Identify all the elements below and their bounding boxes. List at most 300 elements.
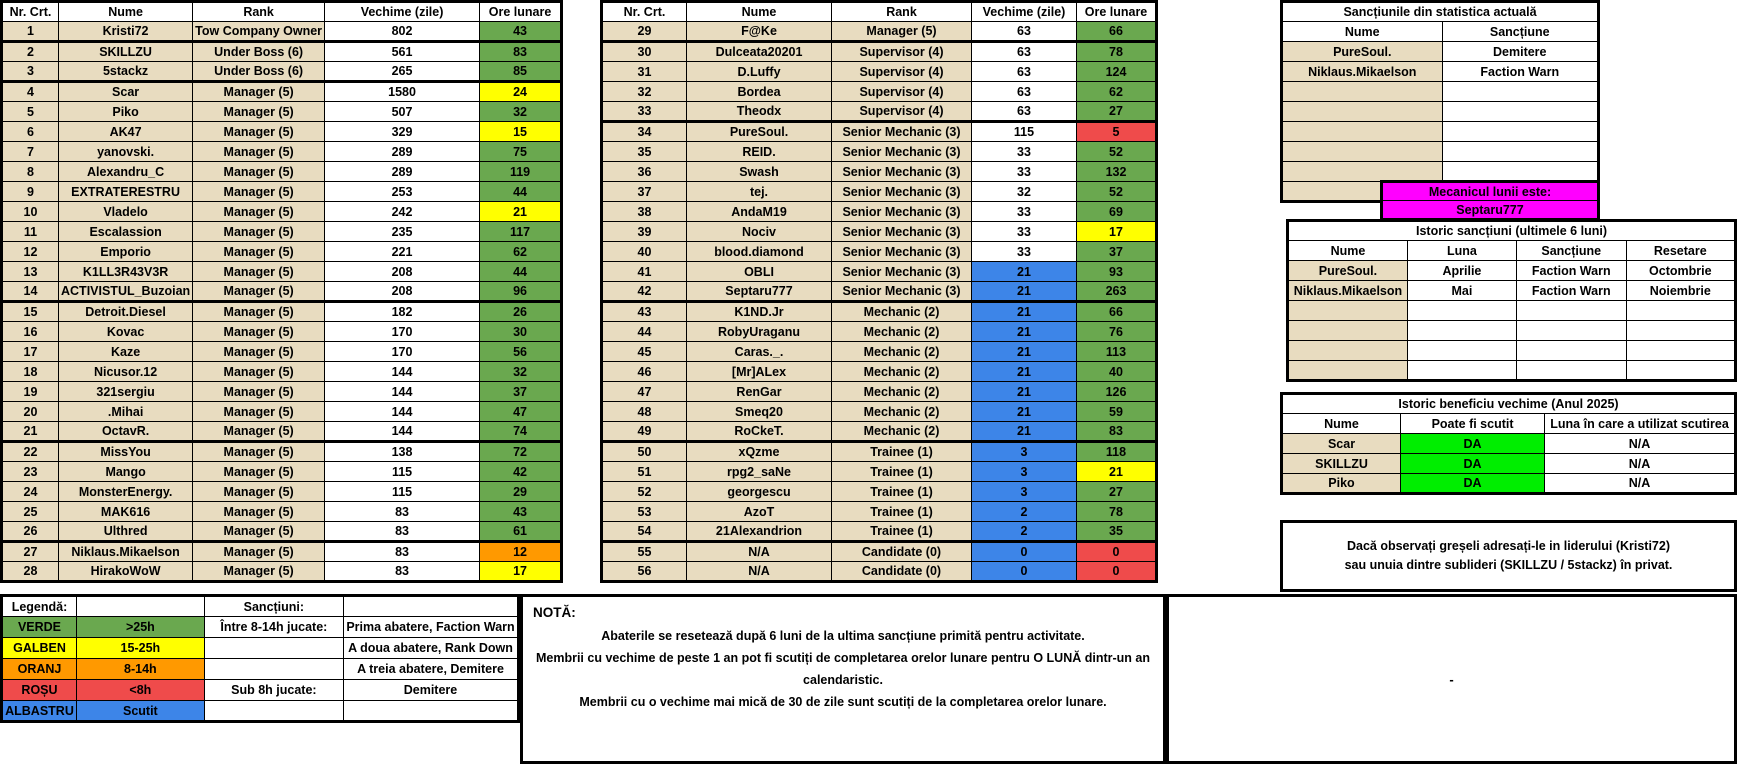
- cell-nr: 33: [602, 102, 687, 122]
- cell-rank: Manager (5): [832, 22, 972, 42]
- cell-empty: [1407, 361, 1516, 381]
- cell-rank: Senior Mechanic (3): [832, 142, 972, 162]
- cell-nume: Caras._.: [687, 342, 832, 362]
- cell-vechime: 33: [972, 222, 1077, 242]
- cell-nr: 5: [2, 102, 59, 122]
- cell-rank: Manager (5): [193, 262, 325, 282]
- col-nume: Nume: [59, 2, 193, 22]
- cell-ore: 40: [1077, 362, 1157, 382]
- cell-nume: D.Luffy: [687, 62, 832, 82]
- cell-sanctiune: Faction Warn: [1516, 261, 1626, 281]
- cell-rank: Supervisor (4): [832, 62, 972, 82]
- cell-empty: [1282, 162, 1443, 182]
- cell-nr: 22: [2, 442, 59, 462]
- sanctions-title: Sancțiuni:: [204, 596, 343, 617]
- cell-ore: 30: [480, 322, 562, 342]
- cell-rank: Manager (5): [193, 422, 325, 442]
- cell-ore: 56: [480, 342, 562, 362]
- cell-ore: 118: [1077, 442, 1157, 462]
- legend-color-label: ALBASTRU: [2, 701, 77, 722]
- members-table-right: [600, 0, 1158, 583]
- members-table-left: [0, 0, 563, 583]
- table-row: [602, 322, 1157, 342]
- cell-vechime: 115: [325, 482, 480, 502]
- table-row: [2, 422, 562, 442]
- cell-vechime: 265: [325, 62, 480, 82]
- cell-rank: Manager (5): [193, 142, 325, 162]
- mechanic-name-row: [1382, 201, 1599, 220]
- cell-rank: Manager (5): [193, 462, 325, 482]
- cell-nume: Nociv: [687, 222, 832, 242]
- cell-rank: Trainee (1): [832, 502, 972, 522]
- cell-vechime: 208: [325, 282, 480, 302]
- cell-empty: [1407, 341, 1516, 361]
- cell-empty: [1516, 361, 1626, 381]
- cell-nume: Niklaus.Mikaelson: [1288, 281, 1408, 301]
- cell-nume: Theodx: [687, 102, 832, 122]
- cell-ore: 85: [480, 62, 562, 82]
- cell-rank: Mechanic (2): [832, 342, 972, 362]
- cell-ore: 59: [1077, 402, 1157, 422]
- table-title-row: [1288, 221, 1736, 241]
- cell-vechime: 235: [325, 222, 480, 242]
- table-row: [1282, 42, 1599, 62]
- sanction-condition: Sub 8h jucate:: [204, 680, 343, 701]
- cell-nume: PureSoul.: [687, 122, 832, 142]
- cell-nr: 32: [602, 82, 687, 102]
- table-row: [602, 202, 1157, 222]
- cell-vechime: 242: [325, 202, 480, 222]
- nota-line: Membrii cu o vechime mai mică de 30 de zile sunt scutiți de la completarea orelor lunare.: [579, 694, 1107, 709]
- table-row: [2, 322, 562, 342]
- cell-nr: 3: [2, 62, 59, 82]
- seniority-benefit-title: Istoric beneficiu vechime (Anul 2025): [1282, 394, 1736, 414]
- table-row: [602, 22, 1157, 42]
- table-row: [2, 222, 562, 242]
- cell-rank: Under Boss (6): [193, 42, 325, 62]
- cell-empty: [1407, 301, 1516, 321]
- cell-ore: 69: [1077, 202, 1157, 222]
- cell-rank: Manager (5): [193, 362, 325, 382]
- table-row: [602, 442, 1157, 462]
- table-row: [2, 302, 562, 322]
- table-header-row: [2, 2, 562, 22]
- cell-ore: 17: [480, 562, 562, 582]
- cell-empty: [1442, 122, 1599, 142]
- table-row: [602, 62, 1157, 82]
- cell-vechime: 83: [325, 562, 480, 582]
- cell-nume: Kovac: [59, 322, 193, 342]
- cell-nr: 39: [602, 222, 687, 242]
- cell-rank: Mechanic (2): [832, 422, 972, 442]
- cell-nr: 9: [2, 182, 59, 202]
- cell-ore: 74: [480, 422, 562, 442]
- cell-vechime: 21: [972, 302, 1077, 322]
- table-row-empty: [1282, 102, 1599, 122]
- cell-nr: 27: [2, 542, 59, 562]
- cell-nr: 11: [2, 222, 59, 242]
- legend-row: [2, 680, 519, 701]
- table-row: [602, 222, 1157, 242]
- cell-vechime: 221: [325, 242, 480, 262]
- cell-nr: 28: [2, 562, 59, 582]
- cell-empty: [1288, 341, 1408, 361]
- cell-nume: OctavR.: [59, 422, 193, 442]
- table-row: [602, 182, 1157, 202]
- sanction-action: A doua abatere, Rank Down: [343, 638, 518, 659]
- table-row-empty: [1288, 321, 1736, 341]
- cell-vechime: 2: [972, 502, 1077, 522]
- cell-nr: 25: [2, 502, 59, 522]
- table-row-empty: [1282, 122, 1599, 142]
- table-row: [602, 522, 1157, 542]
- cell-vechime: 144: [325, 362, 480, 382]
- sanction-action: Prima abatere, Faction Warn: [343, 617, 518, 638]
- cell-rank: Manager (5): [193, 502, 325, 522]
- cell-empty: [1626, 301, 1735, 321]
- cell-nr: 17: [2, 342, 59, 362]
- cell-nr: 2: [2, 42, 59, 62]
- cell-nume: blood.diamond: [687, 242, 832, 262]
- table-row: [602, 502, 1157, 522]
- cell-nume: OBLI: [687, 262, 832, 282]
- cell-nume: Bordea: [687, 82, 832, 102]
- cell-rank: Manager (5): [193, 322, 325, 342]
- cell-nume: Piko: [1282, 474, 1401, 494]
- cell-ore: 113: [1077, 342, 1157, 362]
- cell-nume: N/A: [687, 542, 832, 562]
- table-row: [2, 362, 562, 382]
- empty-note-box: [1166, 594, 1737, 764]
- legend-color-value: Scutit: [76, 701, 204, 722]
- cell-ore: 83: [1077, 422, 1157, 442]
- table-row: [602, 382, 1157, 402]
- table-header-row: [602, 2, 1157, 22]
- table-row: [1288, 281, 1736, 301]
- col-ore: Ore lunare: [1077, 2, 1157, 22]
- cell-ore: 83: [480, 42, 562, 62]
- col-nr: Nr. Crt.: [602, 2, 687, 22]
- col-nume: Nume: [687, 2, 832, 22]
- cell-nume: Septaru777: [687, 282, 832, 302]
- cell-nr: 23: [2, 462, 59, 482]
- dash-text: -: [1449, 671, 1454, 687]
- cell-nume: F@Ke: [687, 22, 832, 42]
- cell-luna: N/A: [1545, 434, 1736, 454]
- table-row: [2, 42, 562, 62]
- cell-rank: Trainee (1): [832, 482, 972, 502]
- cell-vechime: 21: [972, 382, 1077, 402]
- col-nume: Nume: [1282, 22, 1443, 42]
- cell-rank: Tow Company Owner: [193, 22, 325, 42]
- cell-rank: Manager (5): [193, 182, 325, 202]
- cell-vechime: 1580: [325, 82, 480, 102]
- table-row: [2, 142, 562, 162]
- cell-nume: Mango: [59, 462, 193, 482]
- legend-spacer: [76, 596, 204, 617]
- cell-nume: Dulceata20201: [687, 42, 832, 62]
- col-vechime: Vechime (zile): [325, 2, 480, 22]
- table-row: [2, 342, 562, 362]
- table-row: [2, 102, 562, 122]
- cell-vechime: 33: [972, 142, 1077, 162]
- cell-rank: Manager (5): [193, 162, 325, 182]
- cell-empty: [1288, 301, 1408, 321]
- legend-spacer-2: [343, 596, 518, 617]
- cell-nume: AzoT: [687, 502, 832, 522]
- cell-vechime: 21: [972, 342, 1077, 362]
- cell-nume: MAK616: [59, 502, 193, 522]
- cell-ore: 24: [480, 82, 562, 102]
- cell-vechime: 561: [325, 42, 480, 62]
- cell-vechime: 83: [325, 502, 480, 522]
- legend-color-label: ROȘU: [2, 680, 77, 701]
- cell-vechime: 33: [972, 162, 1077, 182]
- cell-nr: 26: [2, 522, 59, 542]
- cell-vechime: 21: [972, 262, 1077, 282]
- table-row-empty: [1288, 361, 1736, 381]
- cell-nr: 53: [602, 502, 687, 522]
- cell-nr: 18: [2, 362, 59, 382]
- cell-ore: 21: [480, 202, 562, 222]
- cell-nr: 15: [2, 302, 59, 322]
- cell-vechime: 3: [972, 442, 1077, 462]
- col-luna: Luna: [1407, 241, 1516, 261]
- cell-rank: Mechanic (2): [832, 302, 972, 322]
- cell-vechime: 21: [972, 422, 1077, 442]
- seniority-benefit-table: [1280, 392, 1737, 495]
- cell-nume: Piko: [59, 102, 193, 122]
- cell-vechime: 329: [325, 122, 480, 142]
- table-row: [602, 242, 1157, 262]
- cell-ore: 132: [1077, 162, 1157, 182]
- table-row: [2, 482, 562, 502]
- cell-vechime: 144: [325, 382, 480, 402]
- cell-vechime: 115: [972, 122, 1077, 142]
- cell-ore: 52: [1077, 142, 1157, 162]
- cell-ore: 21: [1077, 462, 1157, 482]
- cell-rank: Under Boss (6): [193, 62, 325, 82]
- table-row: [2, 442, 562, 462]
- table-row: [602, 362, 1157, 382]
- table-row: [2, 402, 562, 422]
- cell-nume: 5stackz: [59, 62, 193, 82]
- cell-nr: 44: [602, 322, 687, 342]
- legend-title: Legendă:: [2, 596, 77, 617]
- cell-rank: Senior Mechanic (3): [832, 162, 972, 182]
- table-row: [602, 462, 1157, 482]
- cell-rank: Manager (5): [193, 222, 325, 242]
- cell-ore: 35: [1077, 522, 1157, 542]
- cell-nr: 47: [602, 382, 687, 402]
- sanction-action: [343, 701, 518, 722]
- cell-nume: AndaM19: [687, 202, 832, 222]
- cell-ore: 62: [1077, 82, 1157, 102]
- cell-ore: 52: [1077, 182, 1157, 202]
- table-row: [2, 82, 562, 102]
- cell-rank: Supervisor (4): [832, 42, 972, 62]
- cell-nume: ACTIVISTUL_Buzoian: [59, 282, 193, 302]
- cell-nume: Niklaus.Mikaelson: [1282, 62, 1443, 82]
- cell-empty: [1626, 321, 1735, 341]
- col-vechime: Vechime (zile): [972, 2, 1077, 22]
- contact-note-box: [1280, 520, 1737, 592]
- cell-nume: PureSoul.: [1282, 42, 1443, 62]
- cell-nr: 55: [602, 542, 687, 562]
- table-row: [2, 562, 562, 582]
- cell-ore: 15: [480, 122, 562, 142]
- cell-empty: [1282, 122, 1443, 142]
- cell-empty: [1626, 361, 1735, 381]
- table-row: [2, 262, 562, 282]
- cell-nr: 30: [602, 42, 687, 62]
- cell-rank: Supervisor (4): [832, 82, 972, 102]
- table-header-row: [1282, 414, 1736, 434]
- cell-ore: 0: [1077, 542, 1157, 562]
- nota-line: Membrii cu vechime de peste 1 an pot fi scutiți de completarea orelor lunare pentru O LUNĂ dintr-un an calendaristic.: [535, 650, 1150, 687]
- cell-nr: 48: [602, 402, 687, 422]
- legend-color-value: 8-14h: [76, 659, 204, 680]
- legend-color-value: <8h: [76, 680, 204, 701]
- cell-nume: Detroit.Diesel: [59, 302, 193, 322]
- cell-ore: 93: [1077, 262, 1157, 282]
- cell-ore: 43: [480, 22, 562, 42]
- current-sanctions-table: [1280, 0, 1600, 203]
- cell-empty: [1442, 102, 1599, 122]
- cell-rank: Senior Mechanic (3): [832, 282, 972, 302]
- cell-nume: RenGar: [687, 382, 832, 402]
- cell-nr: 46: [602, 362, 687, 382]
- cell-ore: 66: [1077, 302, 1157, 322]
- table-header-row: [1282, 22, 1599, 42]
- cell-rank: Candidate (0): [832, 542, 972, 562]
- cell-nume: SKILLZU: [59, 42, 193, 62]
- cell-vechime: 507: [325, 102, 480, 122]
- cell-nr: 24: [2, 482, 59, 502]
- cell-rank: Manager (5): [193, 302, 325, 322]
- legend-row: [2, 701, 519, 722]
- legend-color-label: VERDE: [2, 617, 77, 638]
- cell-nr: 8: [2, 162, 59, 182]
- cell-nr: 7: [2, 142, 59, 162]
- cell-vechime: 170: [325, 342, 480, 362]
- table-row-empty: [1282, 162, 1599, 182]
- cell-rank: Manager (5): [193, 382, 325, 402]
- cell-nr: 41: [602, 262, 687, 282]
- cell-nr: 37: [602, 182, 687, 202]
- col-sanctiune: Sancțiune: [1516, 241, 1626, 261]
- cell-empty: [1282, 82, 1443, 102]
- cell-nr: 38: [602, 202, 687, 222]
- table-row: [602, 102, 1157, 122]
- col-poate-fi-scutit: Poate fi scutit: [1401, 414, 1545, 434]
- cell-nr: 36: [602, 162, 687, 182]
- cell-rank: Candidate (0): [832, 562, 972, 582]
- cell-ore: 0: [1077, 562, 1157, 582]
- table-row-empty: [1282, 142, 1599, 162]
- cell-nume: HirakoWoW: [59, 562, 193, 582]
- cell-nr: 40: [602, 242, 687, 262]
- cell-vechime: 63: [972, 62, 1077, 82]
- legend-color-value: 15-25h: [76, 638, 204, 659]
- cell-nume: Emporio: [59, 242, 193, 262]
- cell-nr: 34: [602, 122, 687, 142]
- cell-empty: [1442, 82, 1599, 102]
- cell-rank: Manager (5): [193, 202, 325, 222]
- cell-vechime: 144: [325, 422, 480, 442]
- table-row: [2, 382, 562, 402]
- cell-nume: Kristi72: [59, 22, 193, 42]
- cell-ore: 66: [1077, 22, 1157, 42]
- cell-ore: 72: [480, 442, 562, 462]
- legend-row: [2, 638, 519, 659]
- cell-nume: Kaze: [59, 342, 193, 362]
- cell-ore: 76: [1077, 322, 1157, 342]
- table-row-empty: [1288, 301, 1736, 321]
- cell-rank: Manager (5): [193, 402, 325, 422]
- cell-ore: 263: [1077, 282, 1157, 302]
- cell-rank: Mechanic (2): [832, 382, 972, 402]
- cell-nume: 321sergiu: [59, 382, 193, 402]
- cell-luna: N/A: [1545, 454, 1736, 474]
- cell-rank: Manager (5): [193, 122, 325, 142]
- table-row: [602, 422, 1157, 442]
- cell-vechime: 0: [972, 562, 1077, 582]
- table-row: [602, 42, 1157, 62]
- table-row: [2, 522, 562, 542]
- table-row: [602, 342, 1157, 362]
- table-row: [602, 302, 1157, 322]
- cell-rank: Manager (5): [193, 482, 325, 502]
- cell-rank: Manager (5): [193, 82, 325, 102]
- cell-nr: 16: [2, 322, 59, 342]
- cell-empty: [1626, 341, 1735, 361]
- cell-ore: 62: [480, 242, 562, 262]
- table-row: [2, 122, 562, 142]
- table-row: [2, 502, 562, 522]
- cell-luna: N/A: [1545, 474, 1736, 494]
- cell-vechime: 253: [325, 182, 480, 202]
- cell-ore: 78: [1077, 502, 1157, 522]
- nota-lines: [533, 626, 1153, 714]
- mechanic-of-month-box: [1380, 180, 1600, 221]
- cell-vechime: 83: [325, 522, 480, 542]
- cell-rank: Mechanic (2): [832, 362, 972, 382]
- cell-empty: [1288, 361, 1408, 381]
- cell-rank: Manager (5): [193, 542, 325, 562]
- cell-vechime: 208: [325, 262, 480, 282]
- cell-vechime: 33: [972, 242, 1077, 262]
- contact-note-line-2: sau unuia dintre sublideri (SKILLZU / 5stackz) în privat.: [1344, 558, 1673, 572]
- mechanic-of-month-label: Mecanicul lunii este:: [1382, 182, 1599, 201]
- cell-nume: yanovski.: [59, 142, 193, 162]
- cell-ore: 37: [480, 382, 562, 402]
- cell-luna: Mai: [1407, 281, 1516, 301]
- cell-ore: 119: [480, 162, 562, 182]
- cell-ore: 126: [1077, 382, 1157, 402]
- cell-ore: 27: [1077, 482, 1157, 502]
- table-title-row: [1282, 394, 1736, 414]
- cell-ore: 29: [480, 482, 562, 502]
- cell-empty: [1288, 321, 1408, 341]
- cell-vechime: 3: [972, 462, 1077, 482]
- cell-resetare: Octombrie: [1626, 261, 1735, 281]
- cell-nr: 49: [602, 422, 687, 442]
- cell-rank: Senior Mechanic (3): [832, 182, 972, 202]
- cell-rank: Manager (5): [193, 282, 325, 302]
- sanction-condition: [204, 659, 343, 680]
- table-row-empty: [1282, 82, 1599, 102]
